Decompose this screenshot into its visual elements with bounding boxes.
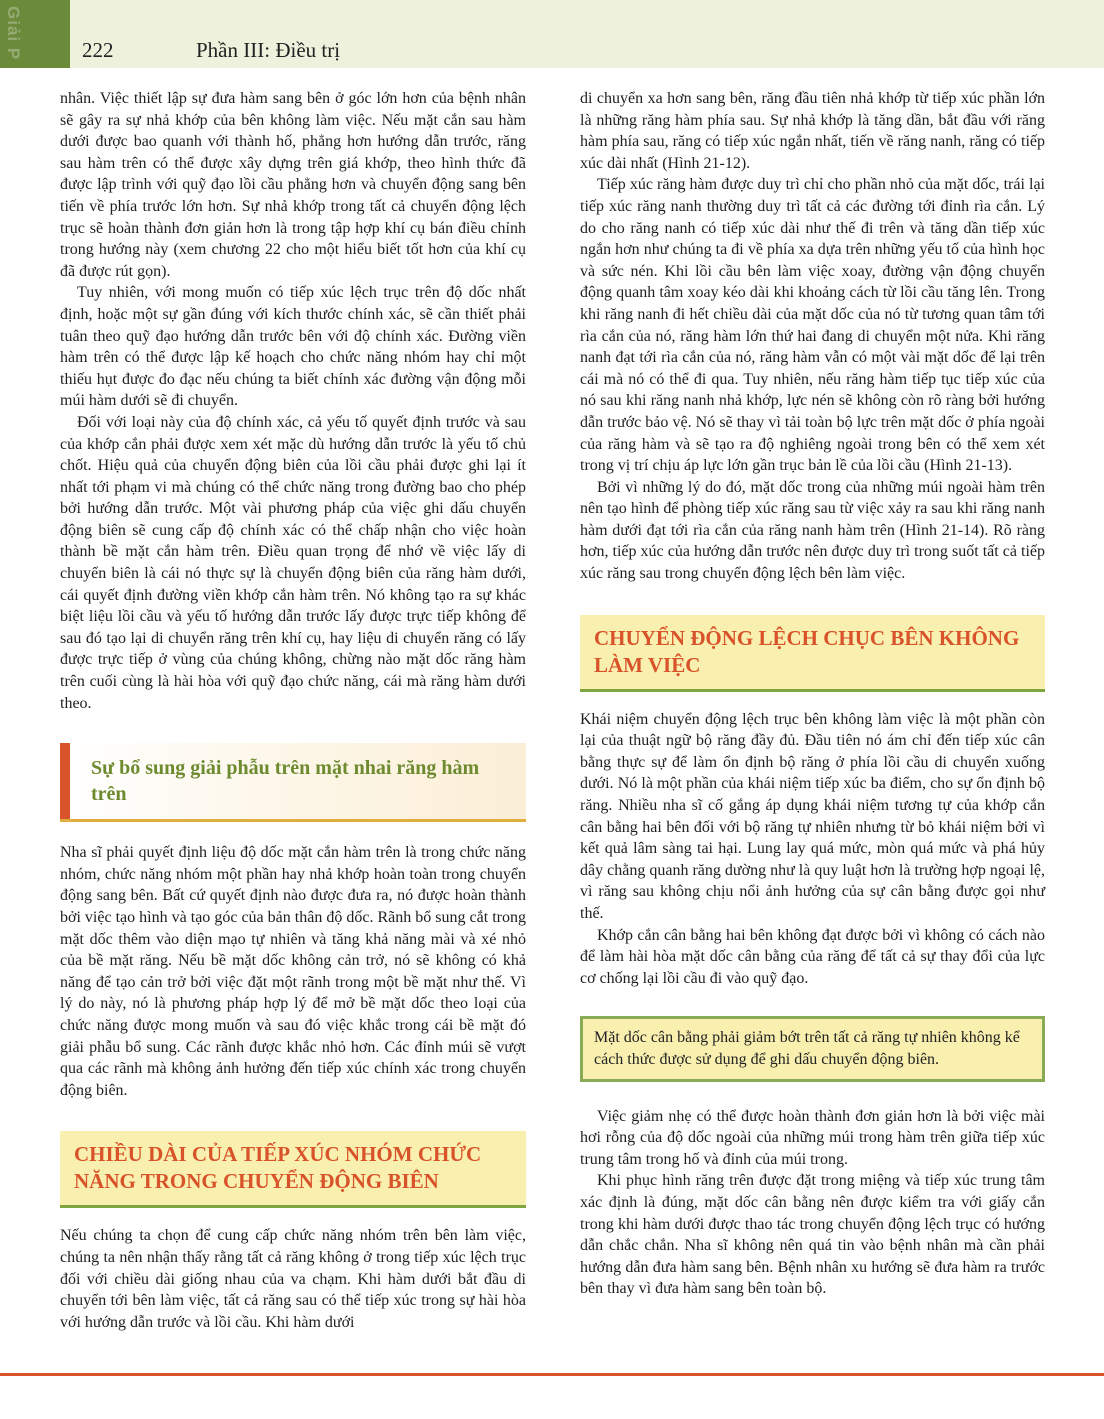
paragraph: Khớp cắn cân bằng hai bên không đạt được bởi vì không có cách nào để làm hài hòa mặt dốc cân bằng của răng để tất cả sự thay đổi của lực cơ chống lại lồi cầu đi vào quỹ đạo.: [580, 926, 1045, 987]
subheading: Sự bổ sung giải phẫu trên mặt nhai răng hàm trên: [91, 757, 480, 806]
subheading-accent-bar: [60, 743, 70, 819]
paragraph: Bởi vì những lý do đó, mặt dốc trong của những múi ngoài hàm trên nên tạo hình để phòng tiếp xúc răng sau từ việc xảy ra sau khi răng nanh hàm dưới đạt tới rìa cắn của răng nanh hàm trên (Hình 21-14). Rõ ràng hơn, tiếp xúc của hướng dẫn trước nên được duy trì trong suốt tất cả tiếp xúc răng sau trong chuyển động lệch bên làm việc.: [580, 478, 1045, 583]
chapter-tab-text: Giải P: [4, 6, 23, 61]
paragraph: Tuy nhiên, với mong muốn có tiếp xúc lệch trục trên độ dốc nhất định, hoặc một sự gần đúng với kích thước chính xác, sẽ cần thiết phải tuân theo quỹ đạo hướng dẫn trước bên với độ chính xác. Đường viền hàm trên có thể được lập kế hoạch cho chức năng nhóm hay chỉ một thiếu hụt được đo đạc nếu chúng ta biết chính xác đường vận động mỗi múi hàm dưới sẽ đi chuyển.: [60, 284, 526, 410]
section-heading-box: [580, 615, 1045, 692]
chapter-tab: [0, 0, 70, 68]
left-column: [60, 88, 526, 1333]
paragraph: Khi phục hình răng trên được đặt trong miệng và tiếp xúc trung tâm xác định là đúng, mặt dốc cân bằng nên được kiểm tra với giấy cắn trong khi hàm dưới được thao tác trong chuyển động lệch trục có hướng dẫn chắc chắn. Nha sĩ không nên quá tin vào bệnh nhân mà cần phải hướng dẫn đưa hàm sang bên. Bệnh nhân xu hướng sẽ đưa hàm ra trước bên thay vì đưa hàm sang bên toàn bộ.: [580, 1172, 1045, 1298]
page-number: 222: [82, 38, 114, 62]
paragraph: nhân. Việc thiết lập sự đưa hàm sang bên ở góc lớn hơn của bệnh nhân sẽ gây ra sự nhả khớp của bên không làm việc. Nếu mặt cắn sau hàm dưới được bao quanh với thành hố, phẳng hơn hướng dẫn trước, răng sau hàm trên có thể được xây dựng trên giá khớp, theo hình thức đã được lập trình với quỹ đạo lồi cầu phẳng hơn và chuyển động sang bên tiến về phía trước lớn hơn. Sự nhả khớp trong tất cả chuyển động lệch trục sẽ hoàn thành đơn giản hơn là trong tập hợp khí cụ bán điều chỉnh trong hướng này (xem chương 22 cho một hiểu biết tốt hơn của khí cụ đã được rút gọn).: [60, 90, 526, 280]
subheading-box: [60, 743, 526, 822]
bottom-rule: [0, 1373, 1104, 1376]
paragraph: Khái niệm chuyển động lệch trục bên không làm việc là một phần còn lại của thuật ngữ bộ răng đầy đủ. Đầu tiên nó ám chỉ đến tiếp xúc cân bằng thực sự để làm ổn định bộ răng ở phía lồi cầu di chuyển xuống dưới. Nó là một phần của khái niệm tiếp xúc ba điểm, cho sự ổn định bộ răng. Nhiều nha sĩ cố gắng áp dụng khái niệm tương tự của khớp cắn cân bằng hai bên đối với bộ răng tự nhiên nhưng từ bỏ khái niệm bởi vì kết quả lâm sàng tai hại. Lung lay quá mức, mòn quá mức và phá hủy dây chằng quanh răng dường như là quy luật hơn là trường hợp ngoại lệ, vì răng sau không chịu nổi ảnh hưởng của sự cân bằng được gọi như thế.: [580, 710, 1045, 922]
paragraph: Nha sĩ phải quyết định liệu độ dốc mặt cắn hàm trên là trong chức năng nhóm, chức năng nhóm một phần hay nhả khớp hoàn toàn trong chuyển động sang bên. Bất cứ quyết định nào được đưa ra, nó được hoàn thành bởi việc tạo hình và tạo góc của bản thân độ dốc. Rãnh bổ sung cắt trong mặt dốc thêm vào diện mạo tự nhiên và tăng khả năng mài và xé nhỏ của bề mặt răng. Nếu bề mặt dốc không cản trở, nó sẽ không có khả năng để tạo cản trở bởi việc đặt một rãnh trong một bề mặt như thế. Vì lý do này, nó là phương pháp hợp lý để mở bề mặt dốc theo loại của chức năng được mong muốn và sau đó việc khắc trong cái bề mặt đó giải phẫu bổ sung. Các rãnh được khắc nhỏ hơn. Các đỉnh múi sẽ vượt qua các rãnh mà không ảnh hưởng đến tiếp xúc chính xác trong chuyển động biên.: [60, 844, 526, 1099]
right-column: [580, 88, 1045, 1300]
paragraph: Tiếp xúc răng hàm được duy trì chỉ cho phần nhỏ của mặt dốc, trái lại tiếp xúc răng nanh thường duy trì tất cả các đường tới đỉnh rìa cắn. Lý do cho răng nanh có tiếp xúc dài như thế đi trên và tăng dần tiếp xúc ngắn hơn như chúng ta đi về phía xa dựa trên những yếu tố của hình học và sức nén. Khi lồi cầu bên làm việc xoay, đường vận động chuyển động quanh tâm xoay kéo dài khi khoảng cách từ lồi cầu tăng lên. Trong khi răng nanh đi hết chiều dài của mặt dốc của nó từ tương quan tâm tới rìa cắn của nó, răng hàm lớn thứ hai đang di chuyển một nửa. Khi răng nanh đạt tới rìa cắn của nó, răng hàm vẫn có một vài mặt dốc để lại trên cái mà nó có thể đi qua. Tuy nhiên, nếu răng hàm tiếp tục tiếp xúc của nó sau khi răng nanh nhả khớp, lực nén sẽ không còn rõ ràng bởi hướng dẫn trước bảo vệ. Nó sẽ thay vì tải toàn bộ lực trên mặt dốc ở phía ngoài của răng hàm và sẽ tạo ra độ nghiêng ngoài trong bên có thể xem xét trong vị trí chịu áp lực lớn gần trục bản lề của lồi cầu (Hình 21-13).: [580, 176, 1045, 475]
header-band: [0, 0, 1104, 68]
paragraph: Đối với loại này của độ chính xác, cả yếu tố quyết định trước và sau của khớp cắn phải được xem xét mặc dù hướng dẫn trước là yếu tố chủ chốt. Hiệu quả của chuyển động biên của lồi cầu phải được ghi lại ít nhất tới phạm vi mà chúng có thể chức năng trong đường bao cho phép bởi hướng dẫn trước. Một vài phương pháp của việc ghi dấu chuyển động biên sẽ cung cấp độ chính xác có thể chấp nhận cho việc hoàn thành bề mặt cắn hàm trên. Điều quan trọng để nhớ về việc lấy di chuyển biên là cái nó thực sự là chuyển động biên của răng hàm dưới, cái quyết định đường viền khớp cắn hàm trên. Nó không tạo ra sự khác biệt liệu lồi cầu và yếu tố hướng dẫn trước lấy được trực tiếp không để sau đó tạo lại di chuyển răng trên khí cụ, hay liệu di chuyển răng có lấy được trực tiếp ở vùng của chúng không, chừng nào mặt dốc răng hàm trên cuối cùng là hài hòa với quỹ đạo chức năng, cái mà răng hàm dưới theo.: [60, 413, 526, 712]
running-head: Phần III: Điều trị: [196, 38, 341, 62]
callout-box: [580, 1016, 1045, 1081]
callout-text: Mặt dốc cân bằng phải giảm bớt trên tất cả răng tự nhiên không kể cách thức được sử dụng để ghi dấu chuyển động biên.: [594, 1029, 1020, 1068]
paragraph: Nếu chúng ta chọn để cung cấp chức năng nhóm trên bên làm việc, chúng ta nên nhận thấy rằng tất cả răng không ở trong tiếp xúc lệch trục đối với chiều dài giống nhau của va chạm. Khi hàm dưới bắt đầu di chuyển tới bên làm việc, tất cả răng sau có thể tiếp xúc trong sự hài hòa với hướng dẫn trước và lồi cầu. Khi hàm dưới: [60, 1227, 526, 1331]
paragraph: Việc giảm nhẹ có thể được hoàn thành đơn giản hơn là bởi việc mài hơi rỗng của độ dốc ngoài của những múi trong hàm trên giữa tiếp xúc trung tâm trong hố và đỉnh của múi trong.: [580, 1107, 1045, 1168]
paragraph: di chuyển xa hơn sang bên, răng đầu tiên nhả khớp từ tiếp xúc phần lớn là những răng hàm phía sau. Sự nhả khớp là tăng dần, bắt đầu với răng hàm phía sau, răng có tiếp xúc ngắn nhất, tiến về răng nanh, răng có tiếp xúc dài nhất (Hình 21-12).: [580, 90, 1045, 172]
section-heading-box: [60, 1131, 526, 1208]
section-heading: CHIỀU DÀI CỦA TIẾP XÚC NHÓM CHỨC NĂNG TRONG CHUYỂN ĐỘNG BIÊN: [74, 1142, 482, 1194]
section-heading: CHUYỂN ĐỘNG LỆCH CHỤC BÊN KHÔNG LÀM VIỆC: [594, 625, 1020, 677]
